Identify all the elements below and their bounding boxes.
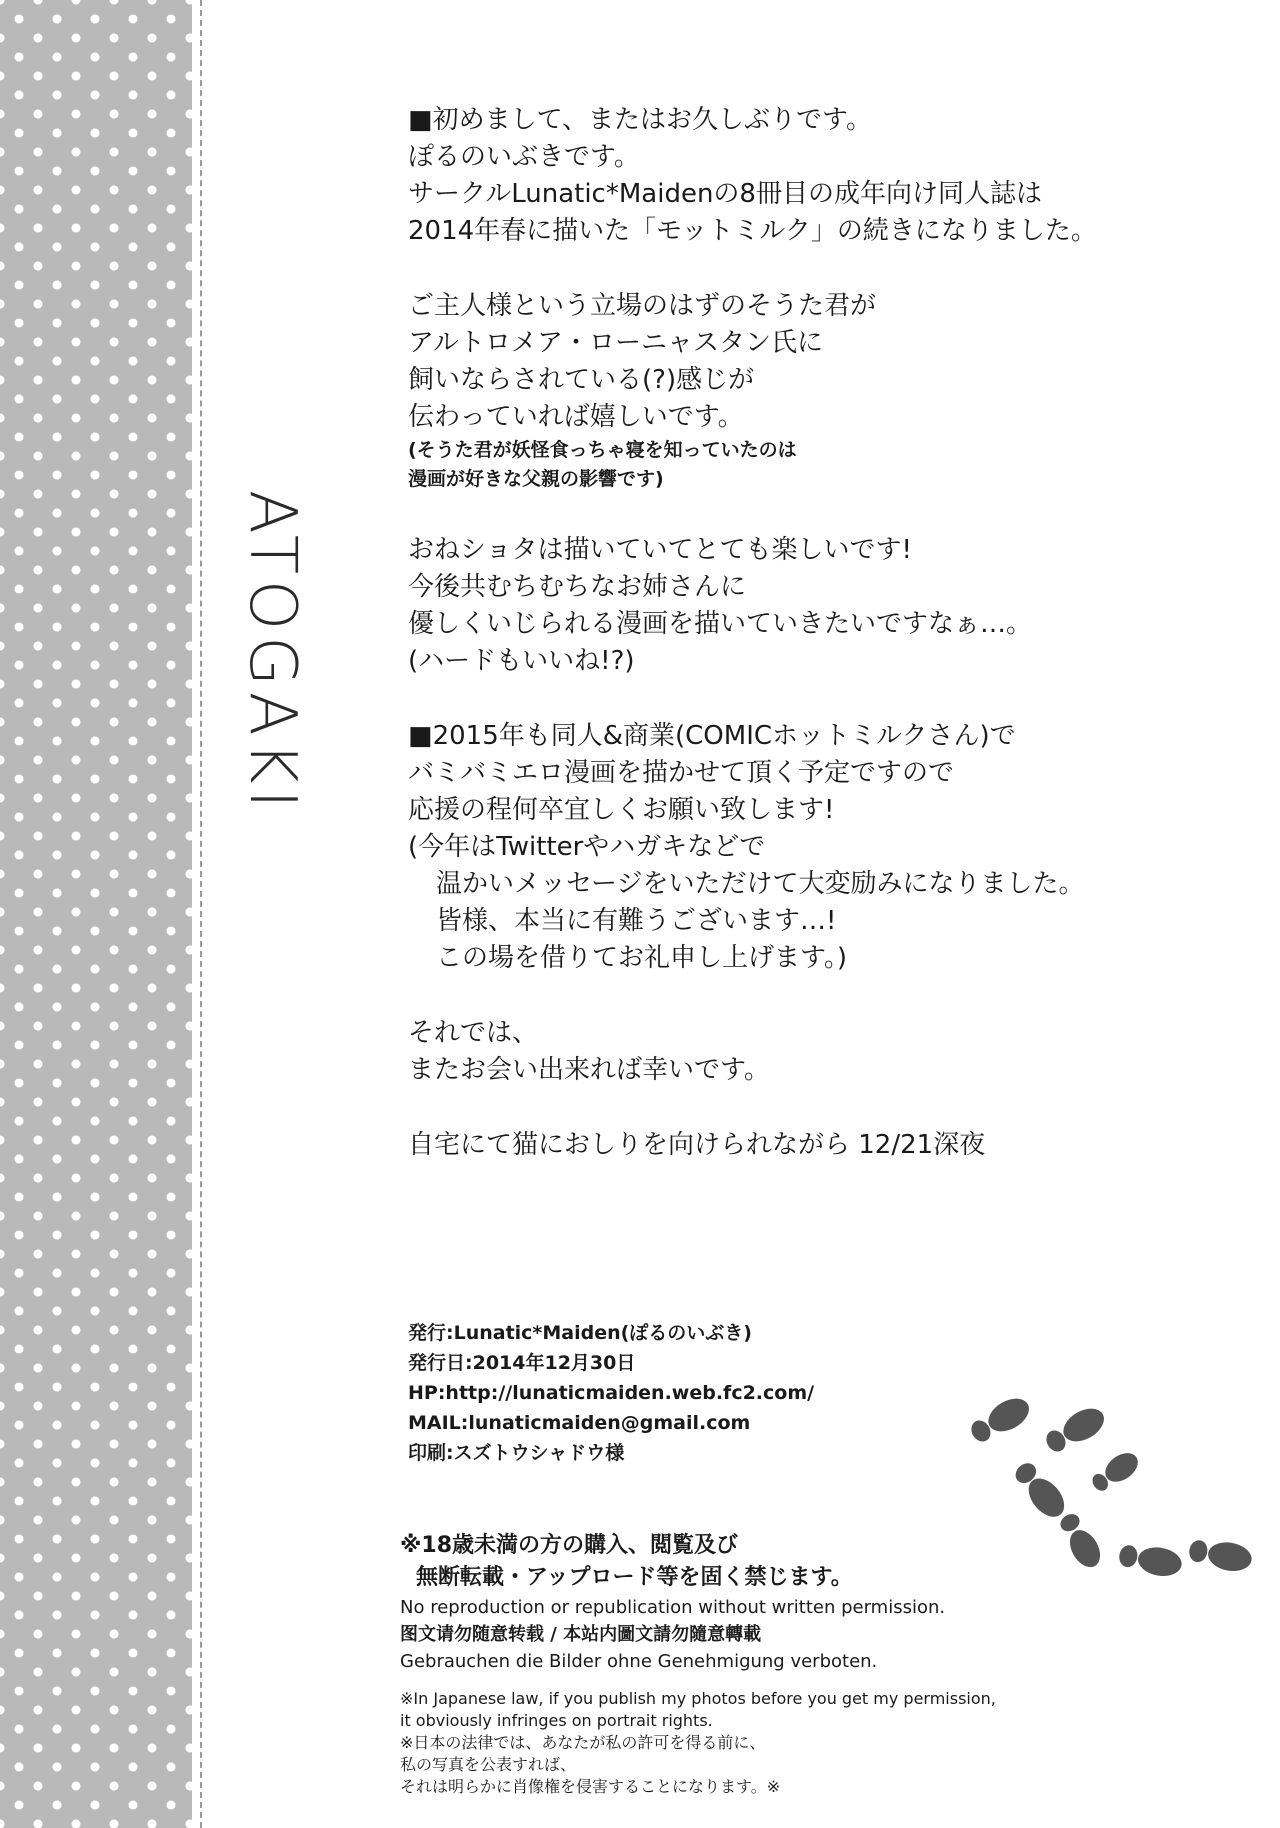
- law-line: ※日本の法律では、あなたが私の許可を得る前に、: [400, 1733, 766, 1752]
- body-line: おねショタは描いていてとても楽しいです!: [408, 535, 912, 565]
- body-line: ■初めまして、またはお久しぶりです。: [408, 105, 872, 135]
- body-line: 応援の程何卒宜しくお願い致します!: [408, 795, 835, 825]
- law-line: it obviously infringes on portrait rights.: [400, 1711, 713, 1730]
- warning-jp-line: 無断転載・アップロード等を固く禁じます。: [416, 1565, 853, 1590]
- footprint-icon: [1055, 1509, 1107, 1572]
- colophon-printer: 印刷:スズトウシャドウ様: [408, 1442, 625, 1464]
- portrait-rights-notice: [400, 1688, 996, 1798]
- body-line: またお会い出来れば幸いです。: [408, 1055, 770, 1085]
- polka-dot-border: [0, 0, 192, 1828]
- law-line: 私の写真を公表すれば、: [400, 1755, 577, 1774]
- body-line: アルトロメア・ローニャスタン氏に: [408, 328, 823, 358]
- border-edge-line: [200, 0, 202, 1828]
- law-line: ※In Japanese law, if you publish my photos before you get my permission,: [400, 1689, 996, 1708]
- afterword-body: [408, 102, 1168, 1164]
- warning-en-line: No reproduction or republication without written permission.: [400, 1597, 946, 1618]
- colophon-homepage: HP:http://lunaticmaiden.web.fc2.com/: [408, 1382, 815, 1404]
- body-line: 2014年春に描いた「モットミルク」の続きになりました。: [408, 216, 1097, 246]
- body-note-line: 漫画が好きな父親の影響です): [408, 468, 664, 490]
- colophon-publisher: 発行:Lunatic*Maiden(ぽるのいぶき): [408, 1322, 752, 1344]
- warning-jp-line: ※18歳未満の方の購入、閲覧及び: [400, 1533, 739, 1558]
- footprint-icon: [1009, 1457, 1071, 1523]
- body-line: (ハードもいいね!?): [408, 646, 635, 676]
- body-line: 今後共むちむちなお姉さんに: [408, 572, 747, 602]
- body-line: この場を借りてお礼申し上げます。): [436, 943, 848, 973]
- body-line: バミバミエロ漫画を描かせて頂く予定ですので: [408, 758, 955, 788]
- body-line: ■2015年も同人&商業(COMICホットミルクさん)で: [408, 721, 1016, 751]
- signoff-line: 自宅にて猫におしりを向けられながら 12/21深夜: [408, 1130, 986, 1160]
- warning-cn-line: 图文请勿随意转载 / 本站内圖文請勿隨意轉載: [400, 1624, 762, 1645]
- footprint-icon: [1088, 1447, 1144, 1496]
- warning-de-line: Gebrauchen die Bilder ohne Genehmigung verboten.: [400, 1651, 878, 1672]
- body-line: ご主人様という立場のはずのそうた君が: [408, 291, 877, 321]
- body-line: 飼いならされている(?)感じが: [408, 365, 755, 395]
- body-line: サークルLunatic*Maidenの8冊目の成年向け同人誌は: [408, 179, 1042, 209]
- body-line: ぽるのいぶきです。: [408, 142, 640, 172]
- colophon-mail: MAIL:lunaticmaiden@gmail.com: [408, 1412, 751, 1434]
- body-note-line: (そうた君が妖怪食っちゃ寝を知っていたのは: [408, 439, 797, 461]
- colophon: [408, 1318, 814, 1468]
- age-warning: [400, 1530, 945, 1675]
- footprint-icon: [1187, 1536, 1254, 1575]
- footprint-icon: [1117, 1541, 1184, 1580]
- footprints-illustration: [960, 1380, 1260, 1610]
- body-line: それでは、: [408, 1018, 539, 1048]
- body-line: (今年はTwitterやハガキなどで: [408, 832, 766, 862]
- law-line: それは明らかに肖像権を侵害することになります。※: [400, 1777, 781, 1796]
- colophon-date: 発行日:2014年12月30日: [408, 1352, 636, 1374]
- body-line: 温かいメッセージをいただけて大変励みになりました。: [436, 869, 1085, 899]
- side-title-atogaki: ATOGAKI: [235, 490, 309, 815]
- footprint-icon: [966, 1392, 1035, 1448]
- body-line: 皆様、本当に有難うございます…!: [436, 906, 837, 936]
- footprint-icon: [1041, 1402, 1110, 1458]
- body-line: 伝わっていれば嬉しいです。: [408, 402, 744, 432]
- body-line: 優しくいじられる漫画を描いていきたいですなぁ…。: [408, 609, 1033, 639]
